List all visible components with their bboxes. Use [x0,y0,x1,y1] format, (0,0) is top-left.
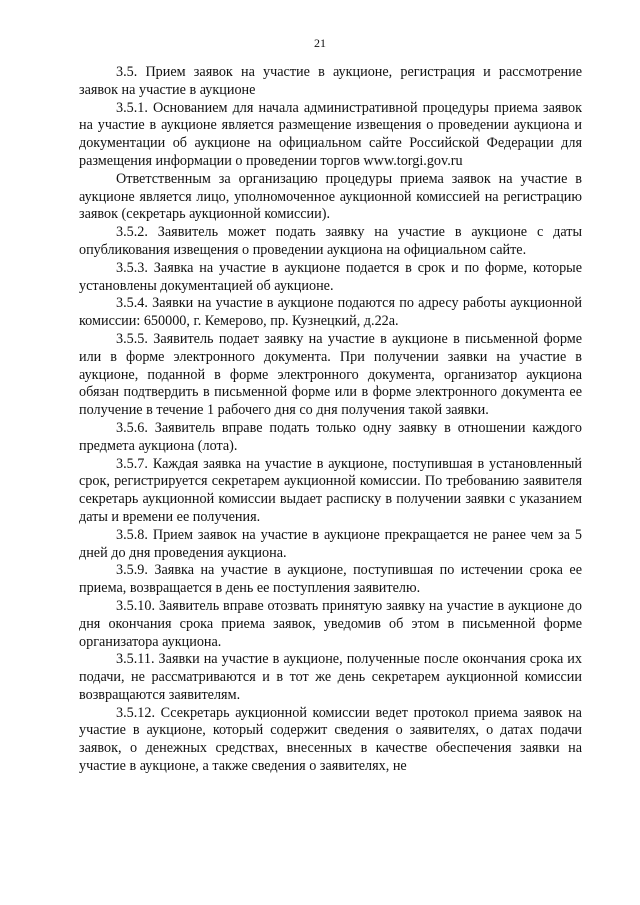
paragraph-3-5-5: 3.5.5. Заявитель подает заявку на участие в аукционе в письменной форме или в форме электронного документа. При получении заявки на участие в аукционе, поданной в форме электронного документа, организатор аукциона обязан подтвердить в письменной форме или в форме электронного документа ее получение в течение 1 рабочего дня со дня получения такой заявки. [79,330,582,419]
paragraph-responsible-person: Ответственным за организацию процедуры приема заявок на участие в аукционе является лицо, уполномоченное аукционной комиссией на регистрацию заявок (секретарь аукционной комиссии). [79,170,582,223]
paragraph-3-5-11: 3.5.11. Заявки на участие в аукционе, полученные после окончания срока их подачи, не рассматриваются и в тот же день секретарем аукционной комиссии возвращаются заявителям. [79,651,582,703]
paragraph-3-5-7: 3.5.7. Каждая заявка на участие в аукционе, поступившая в установленный срок, регистрируется секретарем аукционной комиссии. По требованию заявителя секретарь аукционной комиссии выдает расписку в получении заявки с указанием даты и времени ее получения. [79,455,582,525]
paragraph-3-5-10: 3.5.10. Заявитель вправе отозвать принятую заявку на участие в аукционе до дня окончания срока приема заявок, уведомив об этом в письменной форме организатора аукциона. [79,597,582,650]
paragraph-3-5-1: 3.5.1. Основанием для начала административной процедуры приема заявок на участие в аукционе является размещение извещения о проведении аукциона и документации об аукционе на официальном сайте Российской Федерации для размещения информации о проведении торгов www.torgi.gov.ru [79,99,582,169]
page-body [79,64,582,776]
section-heading-3-5: 3.5. Прием заявок на участие в аукционе, регистрация и рассмотрение заявок на участие в аукционе [79,64,582,98]
paragraph-3-5-9: 3.5.9. Заявка на участие в аукционе, поступившая по истечении срока ее приема, возвращается в день ее поступления заявителю. [79,562,582,597]
paragraph-3-5-8: 3.5.8. Прием заявок на участие в аукционе прекращается не ранее чем за 5 дней до дня проведения аукциона. [79,526,582,561]
paragraph-3-5-4: 3.5.4. Заявки на участие в аукционе подаются по адресу работы аукционной комиссии: 650000, г. Кемерово, пр. Кузнецкий, д.22а. [79,295,582,330]
paragraph-3-5-3: 3.5.3. Заявка на участие в аукционе подается в срок и по форме, которые установлены документацией об аукционе. [79,259,582,294]
paragraph-3-5-12: 3.5.12. Ссекретарь аукционной комиссии ведет протокол приема заявок на участие в аукционе, который содержит сведения о заявителях, о датах подачи заявок, о денежных средствах, внесенных в качестве обеспечения заявки на участие в аукционе, а также сведения о заявителях, не [79,704,582,775]
paragraph-3-5-6: 3.5.6. Заявитель вправе подать только одну заявку в отношении каждого предмета аукциона (лота). [79,419,582,454]
page-number: 21 [314,36,326,50]
paragraph-3-5-2: 3.5.2. Заявитель может подать заявку на участие в аукционе с даты опубликования извещения о проведении аукциона на официальном сайте. [79,224,582,258]
